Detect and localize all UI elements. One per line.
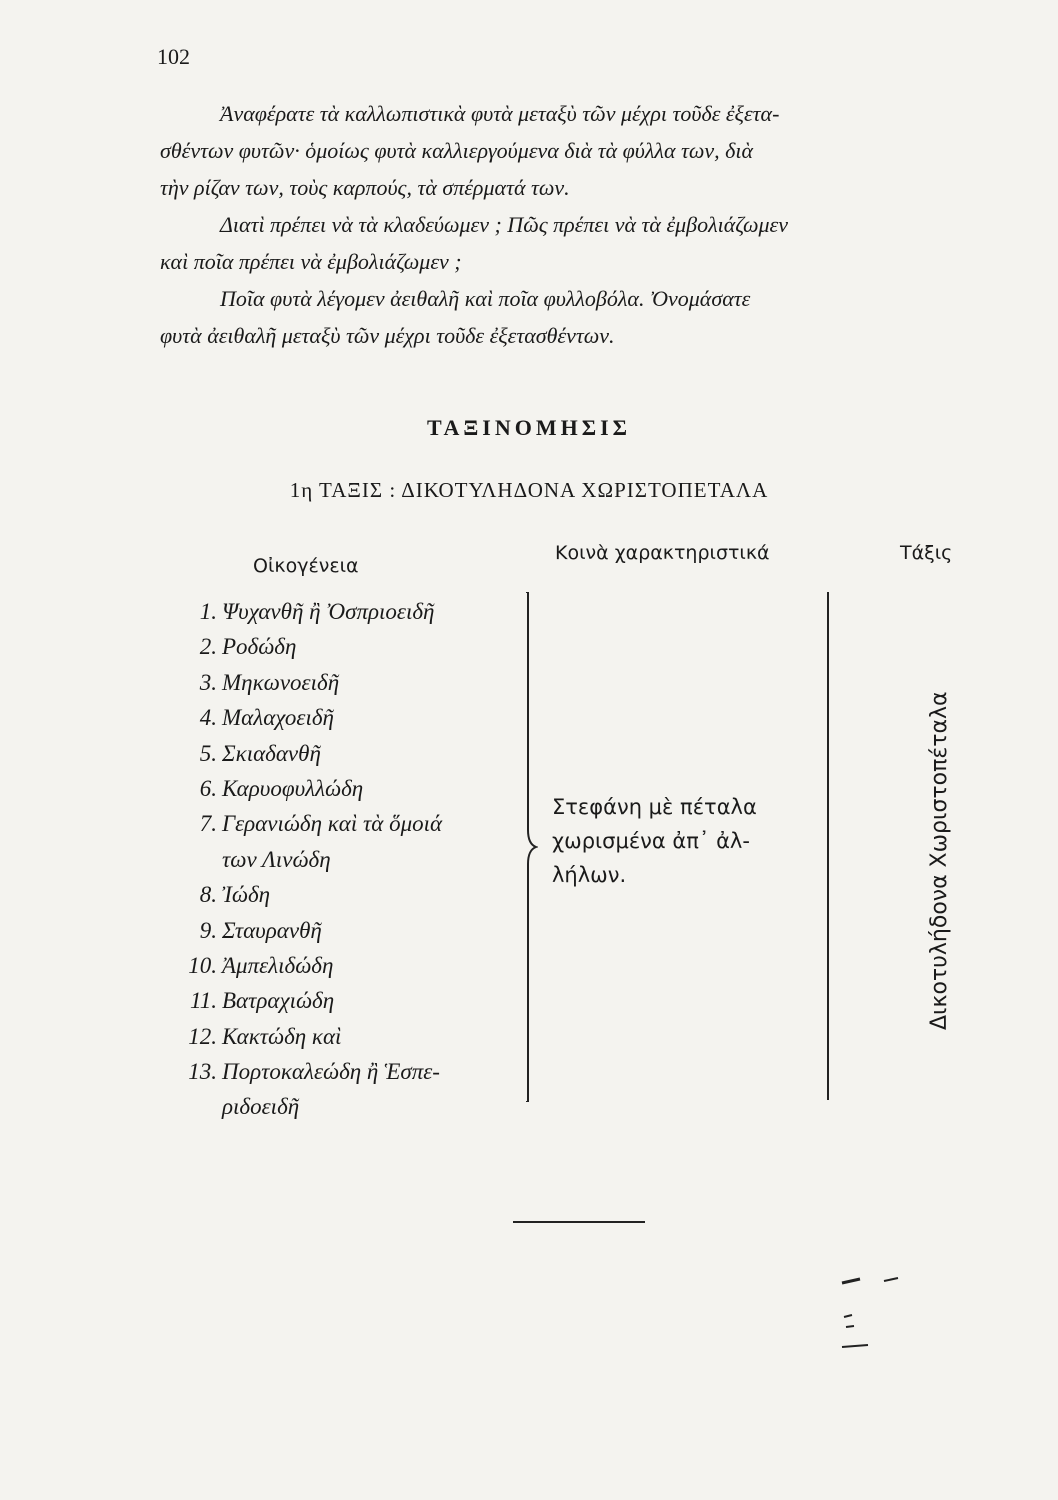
common-features	[552, 790, 757, 892]
family-row	[172, 665, 442, 700]
family-name: Πορτοκαλεώδη ἢ Ἑσπε-	[222, 1059, 440, 1085]
class-label-vertical: Δικοτυλήδονα Χωριστοπέταλα	[927, 691, 952, 1030]
features-line: λήλων.	[552, 863, 627, 887]
page-number: 102	[157, 44, 190, 69]
family-row	[172, 913, 442, 948]
family-number: 13.	[188, 1059, 217, 1085]
family-number: 2.	[199, 634, 217, 660]
family-row	[172, 629, 442, 664]
text-line: Διατὶ πρέπει νὰ τὰ κλαδεύωμεν ; Πῶς πρέπει νὰ τὰ ἐμβολιάζωμεν	[220, 212, 788, 237]
family-row	[172, 736, 442, 771]
family-name: Βατραχιώδη	[222, 988, 335, 1014]
family-number: 12.	[188, 1023, 217, 1049]
family-name: Σκιαδανθῆ	[222, 740, 321, 766]
family-number	[172, 1089, 222, 1124]
text-line: τὴν ρίζαν των, τοὺς καρπούς, τὰ σπέρματά των.	[160, 175, 570, 200]
family-number: 5.	[199, 740, 217, 766]
paragraph-2	[160, 206, 990, 280]
column-header-features: Κοινὰ χαρακτηριστικά	[555, 542, 770, 564]
family-name: Ψυχανθῆ ἢ Ὀσπριοειδῆ	[222, 599, 435, 624]
left-brace-bracket	[518, 592, 538, 1102]
family-name: Ροδώδη	[222, 634, 297, 660]
stray-ink-marks	[838, 1275, 918, 1365]
family-name: ριδοειδῆ	[222, 1094, 300, 1120]
family-row	[172, 983, 442, 1018]
family-name: Μαλαχοειδῆ	[222, 705, 334, 731]
family-list	[172, 594, 442, 1125]
family-row	[172, 1054, 442, 1089]
family-row	[172, 806, 442, 841]
right-column-line	[827, 592, 829, 1100]
family-name: Γερανιώδη καὶ τὰ ὅμοιά	[222, 811, 443, 837]
family-row	[172, 877, 442, 912]
family-number: 3.	[199, 669, 217, 695]
text-line: καὶ ποῖα πρέπει νὰ ἐμβολιάζωμεν ;	[160, 249, 462, 274]
family-name: Μηκωνοειδῆ	[222, 669, 340, 695]
family-number: 7.	[199, 811, 217, 837]
family-name: Καρυοφυλλώδη	[222, 775, 364, 801]
family-row	[172, 1089, 442, 1124]
family-name: Ἰώδη	[222, 882, 271, 908]
family-row	[172, 771, 442, 806]
family-name: Ἀμπελιδώδη	[222, 952, 334, 978]
class-title: 1η ΤΑΞΙΣ : ΔΙΚΟΤΥΛΗΔΟΝΑ ΧΩΡΙΣΤΟΠΕΤΑΛΑ	[289, 478, 769, 502]
paragraph-1	[160, 95, 990, 206]
family-row	[172, 700, 442, 735]
family-number: 4.	[199, 705, 217, 731]
family-row	[172, 948, 442, 983]
family-row	[172, 842, 442, 877]
family-number: 10.	[188, 952, 217, 978]
family-name: Κακτώδη καὶ	[222, 1023, 342, 1049]
column-header-family: Οἰκογένεια	[253, 555, 359, 577]
column-header-class: Τάξις	[900, 542, 953, 564]
features-line: Στεφάνη μὲ πέταλα	[552, 795, 757, 819]
section-title: ΤΑΞΙΝΟΜΗΣΙΣ	[426, 415, 632, 440]
family-number: 9.	[199, 917, 217, 943]
end-rule	[513, 1221, 645, 1223]
paragraph-3	[160, 280, 990, 354]
family-number	[172, 842, 222, 877]
text-line: φυτὰ ἀειθαλῆ μεταξὺ τῶν μέχρι τοῦδε ἐξετασθέντων.	[160, 323, 615, 348]
family-number: 1.	[199, 599, 217, 624]
text-line: σθέντων φυτῶν· ὁμοίως φυτὰ καλλιεργούμενα διὰ τὰ φύλλα των, διὰ	[160, 138, 754, 163]
family-number: 11.	[189, 988, 217, 1014]
family-number: 8.	[199, 882, 217, 908]
text-line: Ἀναφέρατε τὰ καλλωπιστικὰ φυτὰ μεταξὺ τῶν μέχρι τοῦδε ἐξετα-	[220, 101, 780, 126]
text-line: Ποῖα φυτὰ λέγομεν ἀειθαλῆ καὶ ποῖα φυλλοβόλα. Ὀνομάσατε	[220, 286, 751, 311]
family-number: 6.	[199, 775, 217, 801]
features-line: χωρισμένα ἀπ᾽ ἀλ-	[552, 829, 750, 853]
family-row	[172, 1019, 442, 1054]
family-name: Σταυρανθῆ	[222, 917, 322, 943]
family-row	[172, 594, 442, 629]
family-name: των Λινώδη	[222, 846, 331, 872]
